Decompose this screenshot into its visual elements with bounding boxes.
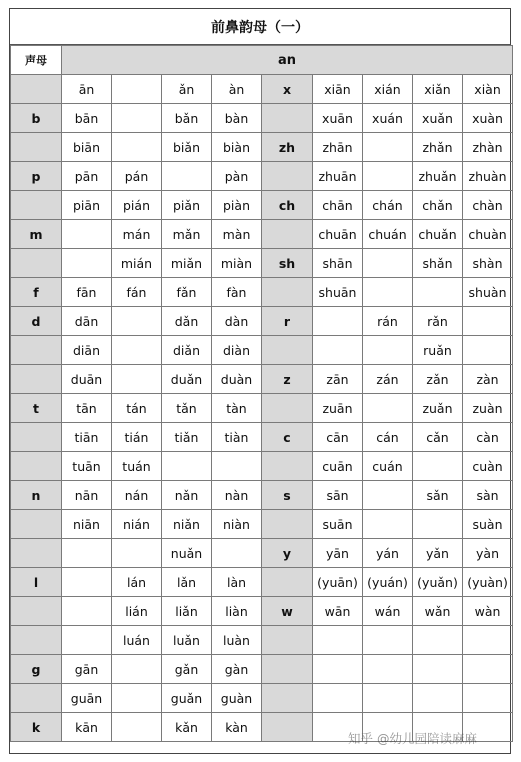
syllable-cell [112,336,162,365]
table-row [11,394,513,423]
initial-cell [262,510,313,539]
syllable-cell: cuān [313,452,363,481]
syllable-cell [363,336,413,365]
syllable-cell: wǎn [413,597,463,626]
syllable-cell: tàn [212,394,262,423]
syllable-cell: fān [62,278,112,307]
syllable-cell [363,249,413,278]
initial-cell [11,452,62,481]
syllable-cell: xiàn [463,75,513,104]
syllable-cell: tuán [112,452,162,481]
initial-cell: ch [262,191,313,220]
syllable-cell [112,365,162,394]
syllable-cell: mián [112,249,162,278]
syllable-cell [463,655,513,684]
initial-cell [11,336,62,365]
syllable-cell: tián [112,423,162,452]
syllable-cell: chuān [313,220,363,249]
pinyin-table-sheet [9,8,511,754]
syllable-cell: tǎn [162,394,212,423]
syllable-cell [463,336,513,365]
table-row [11,133,513,162]
syllable-cell: àn [212,75,262,104]
page-title: 前鼻韵母（一） [10,9,510,45]
syllable-cell: nān [62,481,112,510]
initial-cell [262,713,313,742]
initial-cell [11,539,62,568]
syllable-cell: chuàn [463,220,513,249]
initial-cell [11,191,62,220]
syllable-cell: piàn [212,191,262,220]
initial-cell: x [262,75,313,104]
syllable-cell: tán [112,394,162,423]
initial-cell [11,510,62,539]
syllable-cell: liǎn [162,597,212,626]
syllable-cell [62,568,112,597]
syllable-cell [413,626,463,655]
table-row [11,423,513,452]
initial-cell [262,452,313,481]
syllable-cell: fàn [212,278,262,307]
syllable-cell: xuǎn [413,104,463,133]
initial-cell: b [11,104,62,133]
initial-cell: w [262,597,313,626]
syllable-cell: xiān [313,75,363,104]
syllable-cell: miǎn [162,249,212,278]
syllable-cell [363,394,413,423]
syllable-cell: rán [363,307,413,336]
syllable-cell [363,278,413,307]
syllable-cell [313,655,363,684]
syllable-cell: miàn [212,249,262,278]
syllable-cell: lián [112,597,162,626]
syllable-cell: yàn [463,539,513,568]
syllable-cell: cán [363,423,413,452]
initial-cell [262,162,313,191]
syllable-cell [363,510,413,539]
syllable-cell: nuǎn [162,539,212,568]
syllable-cell: zhuǎn [413,162,463,191]
syllable-cell [112,539,162,568]
syllable-cell: zuàn [463,394,513,423]
syllable-cell: fǎn [162,278,212,307]
table-row [11,539,513,568]
syllable-cell: zuǎn [413,394,463,423]
syllable-cell [313,307,363,336]
initial-cell: c [262,423,313,452]
syllable-cell: duàn [212,365,262,394]
table-row [11,626,513,655]
syllable-cell: bàn [212,104,262,133]
initial-cell [11,684,62,713]
syllable-cell: mǎn [162,220,212,249]
syllable-cell: zān [313,365,363,394]
syllable-cell [112,655,162,684]
initial-cell [11,133,62,162]
initial-cell [262,684,313,713]
syllable-cell: (yuǎn) [413,568,463,597]
syllable-cell: lán [112,568,162,597]
syllable-cell: sàn [463,481,513,510]
syllable-cell [212,452,262,481]
syllable-cell [363,481,413,510]
initial-cell: d [11,307,62,336]
syllable-cell: tān [62,394,112,423]
syllable-cell: fán [112,278,162,307]
syllable-cell [313,684,363,713]
syllable-cell: diān [62,336,112,365]
table-row [11,75,513,104]
syllable-cell: rǎn [413,307,463,336]
syllable-cell: kān [62,713,112,742]
syllable-cell [363,162,413,191]
syllable-cell: wān [313,597,363,626]
syllable-cell [363,655,413,684]
initial-cell [11,249,62,278]
syllable-cell [413,278,463,307]
syllable-cell: zhǎn [413,133,463,162]
initial-cell [262,568,313,597]
syllable-cell [62,249,112,278]
syllable-cell: ruǎn [413,336,463,365]
syllable-cell: sān [313,481,363,510]
syllable-cell: zán [363,365,413,394]
syllable-cell: zhuān [313,162,363,191]
syllable-cell: piān [62,191,112,220]
syllable-cell: (yuán) [363,568,413,597]
syllable-cell [112,713,162,742]
syllable-cell [363,684,413,713]
table-row [11,452,513,481]
syllable-cell: zhàn [463,133,513,162]
syllable-cell [413,684,463,713]
syllable-cell [62,597,112,626]
initial-cell [262,394,313,423]
syllable-cell: chàn [463,191,513,220]
syllable-cell: chǎn [413,191,463,220]
initial-cell [11,626,62,655]
syllable-cell: nǎn [162,481,212,510]
syllable-cell: nán [112,481,162,510]
table-row [11,307,513,336]
syllable-cell: chān [313,191,363,220]
syllable-cell: bān [62,104,112,133]
syllable-cell: dàn [212,307,262,336]
syllable-cell: shǎn [413,249,463,278]
syllable-cell: ān [62,75,112,104]
syllable-cell [162,452,212,481]
table-row [11,191,513,220]
syllable-cell [413,655,463,684]
table-row [11,481,513,510]
syllable-cell: guǎn [162,684,212,713]
initial-cell [11,75,62,104]
initial-cell [262,278,313,307]
syllable-cell: tiān [62,423,112,452]
table-row [11,684,513,713]
table-row [11,104,513,133]
initial-cell: n [11,481,62,510]
syllable-cell: gàn [212,655,262,684]
syllable-cell: chuán [363,220,413,249]
syllable-cell: shàn [463,249,513,278]
initial-cell [262,220,313,249]
syllable-cell: zhān [313,133,363,162]
syllable-cell: làn [212,568,262,597]
syllable-cell: ǎn [162,75,212,104]
syllable-cell: xián [363,75,413,104]
syllable-cell [62,626,112,655]
watermark: 知乎 @幼儿园陪读麻麻 [348,731,477,746]
syllable-cell: pàn [212,162,262,191]
syllable-cell: cǎn [413,423,463,452]
syllable-cell: luàn [212,626,262,655]
syllable-cell: chuǎn [413,220,463,249]
syllable-cell [112,104,162,133]
initial-cell: sh [262,249,313,278]
syllable-cell: niān [62,510,112,539]
syllable-cell: pán [112,162,162,191]
syllable-cell [62,539,112,568]
initial-cell: k [11,713,62,742]
syllable-cell: (yuān) [313,568,363,597]
syllable-cell: zǎn [413,365,463,394]
syllable-cell [363,133,413,162]
syllable-cell: yān [313,539,363,568]
initial-cell: f [11,278,62,307]
syllable-cell [212,539,262,568]
syllable-cell [313,336,363,365]
table-row [11,220,513,249]
initial-cell [11,365,62,394]
syllable-cell: pān [62,162,112,191]
initial-cell: g [11,655,62,684]
syllable-cell: cuán [363,452,413,481]
syllable-cell: niǎn [162,510,212,539]
syllable-cell: shuān [313,278,363,307]
syllable-cell: tiǎn [162,423,212,452]
syllable-cell: diàn [212,336,262,365]
syllable-cell: liàn [212,597,262,626]
syllable-cell: dān [62,307,112,336]
initial-cell: zh [262,133,313,162]
syllable-cell: tuān [62,452,112,481]
table-row [11,365,513,394]
syllable-cell: piǎn [162,191,212,220]
syllable-cell [413,452,463,481]
initial-cell: r [262,307,313,336]
table-header-row [11,46,513,75]
syllable-cell: mán [112,220,162,249]
syllable-cell [463,684,513,713]
syllable-cell: luán [112,626,162,655]
syllable-cell: niàn [212,510,262,539]
syllable-cell [363,626,413,655]
syllable-cell: nàn [212,481,262,510]
syllable-cell: duǎn [162,365,212,394]
syllable-cell [413,510,463,539]
syllable-cell: màn [212,220,262,249]
syllable-cell: xuán [363,104,413,133]
table-row [11,162,513,191]
syllable-cell: biǎn [162,133,212,162]
syllable-cell: sǎn [413,481,463,510]
syllable-cell: shuàn [463,278,513,307]
initial-cell [262,336,313,365]
syllable-cell [62,220,112,249]
syllable-cell: suàn [463,510,513,539]
syllable-cell: yán [363,539,413,568]
syllable-cell: xuān [313,104,363,133]
syllable-cell: kǎn [162,713,212,742]
syllable-cell: kàn [212,713,262,742]
syllable-cell: xuàn [463,104,513,133]
syllable-cell: pián [112,191,162,220]
initial-cell: l [11,568,62,597]
syllable-cell: duān [62,365,112,394]
table-row [11,655,513,684]
initial-cell: z [262,365,313,394]
syllable-cell: gān [62,655,112,684]
syllable-cell [112,307,162,336]
syllable-cell: suān [313,510,363,539]
syllable-cell: tiàn [212,423,262,452]
final-column-header: an [62,46,513,75]
syllable-cell: lǎn [162,568,212,597]
syllable-cell: dǎn [162,307,212,336]
initial-cell [262,655,313,684]
table-row [11,336,513,365]
syllable-cell: xiǎn [413,75,463,104]
syllable-cell: (yuàn) [463,568,513,597]
syllable-cell: biàn [212,133,262,162]
syllable-cell: cuàn [463,452,513,481]
syllable-cell: cān [313,423,363,452]
table-row [11,510,513,539]
table-row [11,249,513,278]
syllable-cell [112,75,162,104]
initial-cell [262,626,313,655]
syllable-cell [313,626,363,655]
syllable-cell: yǎn [413,539,463,568]
syllable-cell: bǎn [162,104,212,133]
syllable-cell: zhuàn [463,162,513,191]
table-row [11,597,513,626]
initial-column-header: 声母 [11,46,62,75]
initial-cell [262,104,313,133]
syllable-cell: nián [112,510,162,539]
syllable-cell: guàn [212,684,262,713]
table-row [11,278,513,307]
syllable-cell: wàn [463,597,513,626]
syllable-cell [463,626,513,655]
syllable-cell: zuān [313,394,363,423]
syllable-cell: wán [363,597,413,626]
syllable-cell: zàn [463,365,513,394]
initial-cell: p [11,162,62,191]
initial-cell: y [262,539,313,568]
syllable-cell [112,133,162,162]
syllable-cell: shān [313,249,363,278]
initial-cell: s [262,481,313,510]
syllable-cell [162,162,212,191]
initial-cell [11,597,62,626]
table-row [11,568,513,597]
syllable-cell: càn [463,423,513,452]
syllable-cell: biān [62,133,112,162]
syllable-cell [463,307,513,336]
initial-cell [11,423,62,452]
syllable-cell [112,684,162,713]
syllable-cell: chán [363,191,413,220]
initial-cell: m [11,220,62,249]
initial-cell: t [11,394,62,423]
syllable-cell: guān [62,684,112,713]
syllable-cell: diǎn [162,336,212,365]
syllable-cell: luǎn [162,626,212,655]
syllable-cell: gǎn [162,655,212,684]
pinyin-table [10,45,513,742]
